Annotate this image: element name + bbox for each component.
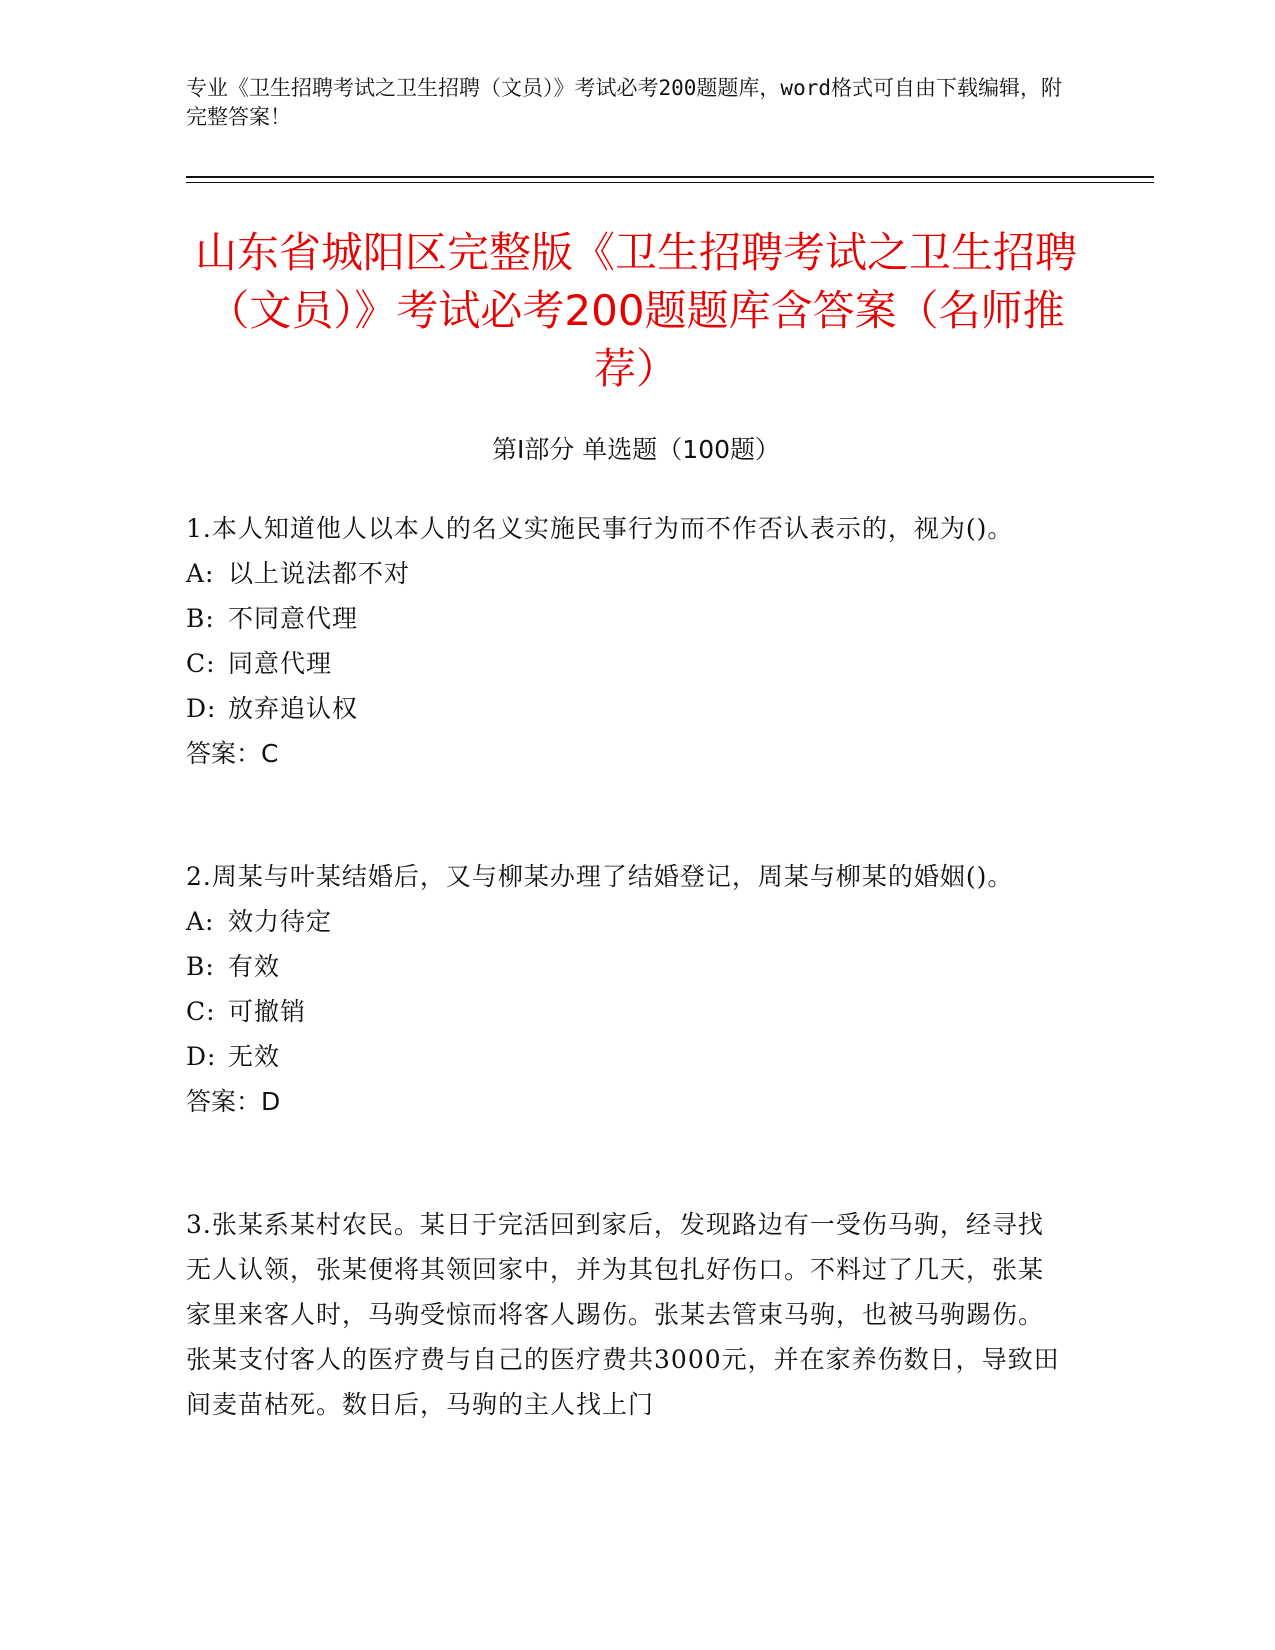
option-d [186,686,1066,731]
option-label: B: [186,952,215,981]
option-c [186,989,1066,1034]
option-b [186,944,1066,989]
option-text: 以上说法都不对 [228,559,411,588]
option-label: C: [186,649,216,678]
option-label: A: [186,907,215,936]
header-note: 专业《卫生招聘考试之卫生招聘（文员）》考试必考200题题库，word格式可自由下载编辑，附完整答案！ [186,76,1062,129]
answer: 答案：D [186,1087,281,1116]
option-label: D: [186,694,217,723]
option-text: 不同意代理 [228,604,359,633]
header-divider-thick [186,176,1154,178]
header-divider-thin [186,182,1154,183]
option-text: 无效 [228,1042,281,1071]
question-3 [186,1202,1066,1427]
option-text: 同意代理 [228,649,333,678]
option-c [186,641,1066,686]
option-label: A: [186,559,215,588]
option-text: 可撤销 [228,997,307,1026]
question-stem: 2.周某与叶某结婚后，又与柳某办理了结婚登记，周某与柳某的婚姻()。 [186,862,1014,891]
option-label: D: [186,1042,217,1071]
option-d [186,1034,1066,1079]
option-b [186,596,1066,641]
option-text: 效力待定 [228,907,333,936]
section-title: 第Ⅰ部分 单选题（100题） [491,435,781,464]
option-label: B: [186,604,215,633]
question-2 [186,854,1066,1124]
option-a [186,551,1066,596]
question-1 [186,506,1066,776]
answer: 答案：C [186,739,279,768]
option-label: C: [186,997,216,1026]
option-text: 放弃追认权 [228,694,359,723]
document-title: 山东省城阳区完整版《卫生招聘考试之卫生招聘（文员）》考试必考200题题库含答案（名师推荐） [194,228,1077,393]
question-stem: 3.张某系某村农民。某日于完活回到家后，发现路边有一受伤马驹，经寻找无人认领，张某便将其领回家中，并为其包扎好伤口。不料过了几天，张某家里来客人时，马驹受惊而将客人踢伤。张某去管束马驹，也被马驹踢伤。张某支付客人的医疗费与自己的医疗费共3000元，并在家养伤数日，导致田间麦苗枯死。数日后，马驹的主人找上门 [186,1210,1060,1419]
option-a [186,899,1066,944]
option-text: 有效 [228,952,281,981]
question-stem: 1.本人知道他人以本人的名义实施民事行为而不作否认表示的，视为()。 [186,514,1014,543]
